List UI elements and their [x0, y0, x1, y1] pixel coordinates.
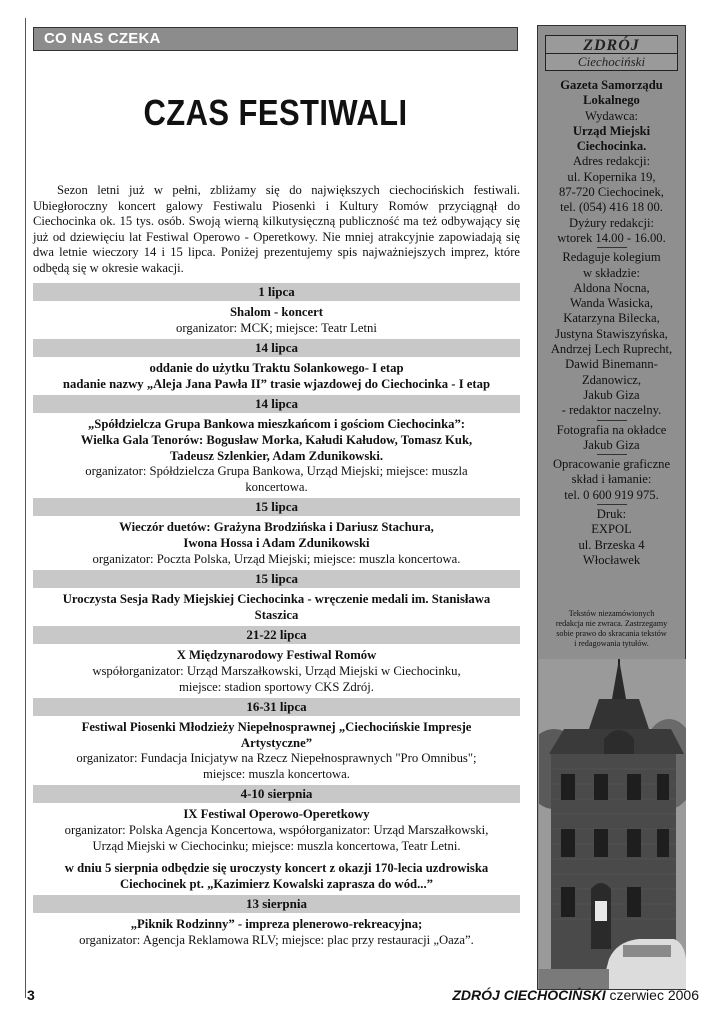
event-organizer: współorganizator: Urząd Marszałkowski, Urząd Miejski w Ciechocinku, miejsce: stadion sportowy CKS Zdrój. — [92, 663, 461, 694]
logo-title: ZDRÓJ — [583, 37, 640, 54]
printer-info: Druk: EXPOL ul. Brzeska 4 Włocławek — [578, 507, 645, 567]
event-title: oddanie do użytku Traktu Solankowego- I etap nadanie nazwy „Aleja Jana Pawła II” trasie wjazdowej do Ciechocinka - I etap — [62, 361, 491, 391]
event-organizer: organizator: Spółdzielcza Grupa Bankowa, Urząd Miejski; miejsce: muszla koncertowa. — [85, 464, 468, 494]
separator — [597, 420, 627, 421]
page-number: 3 — [27, 987, 35, 1003]
event-item — [33, 698, 520, 782]
event-title: „Piknik Rodzinny” - impreza plenerowo-rekreacyjna; — [130, 917, 423, 932]
events-list — [33, 280, 520, 949]
event-organizer: organizator: Polska Agencja Koncertowa, współorganizator: Urząd Marszałkowski, Urząd Miejski w Ciechocinku; miejsce: muszla koncertowa, Teatr Letni. — [64, 823, 489, 853]
graphic-design-credit: Opracowanie graficzne skład i łamanie: tel. 0 600 919 975. — [552, 457, 671, 502]
event-item — [33, 785, 520, 854]
masthead-text — [538, 73, 685, 568]
event-date: 15 lipca — [33, 570, 520, 588]
logo-subtitle: Ciechociński — [546, 53, 677, 70]
event-item — [33, 895, 520, 948]
event-organizer: organizator: Fundacja Inicjatyw na Rzecz Niepełnosprawnych "Pro Omnibus"; miejsce: muszla koncertowa. — [76, 751, 477, 781]
event-title: Shalom - koncert — [229, 305, 324, 319]
publication-name: ZDRÓJ CIECHOCIŃSKI — [452, 987, 606, 1003]
masthead-sidebar — [537, 25, 686, 990]
event-title: Festiwal Piosenki Młodzieży Niepełnosprawnej „Ciechocińskie Impresje Artystyczne” — [81, 720, 472, 750]
event-date: 14 lipca — [33, 339, 520, 357]
separator — [597, 454, 627, 455]
event-item — [33, 626, 520, 695]
event-title: Uroczysta Sesja Rady Miejskiej Ciechocinka - wręczenie medali im. Stanisława Staszica — [62, 592, 491, 622]
cover-photo-credit: Fotografia na okładce Jakub Giza — [556, 422, 667, 452]
event-title: „Spółdzielcza Grupa Bankowa mieszkańcom i gościom Ciechocinka”: Wielka Gala Tenorów: Bogusław Morka, Kałudi Kałudow, Tomasz Kuk, Tadeusz Szlenkier, Adam Zdunikowski. — [80, 417, 473, 463]
event-date: 4-10 sierpnia — [33, 785, 520, 803]
event-date: 21-22 lipca — [33, 626, 520, 644]
separator — [597, 504, 627, 505]
event-item — [33, 498, 520, 567]
separator — [597, 247, 627, 248]
masthead-type: Gazeta Samorządu Lokalnego — [560, 78, 663, 108]
event-item — [33, 283, 520, 336]
event-date: 16-31 lipca — [33, 698, 520, 716]
publisher-name: Urząd Miejski Ciechocinka. — [572, 123, 651, 154]
editorial-team: Redaguje kolegium w składzie: Aldona Nocna, Wanda Wasicka, Katarzyna Bilecka, Justyna Stawiszyńska, Andrzej Lech Ruprecht, Dawid Binemann- Zdanowicz, Jakub Giza - redaktor naczelny. — [550, 250, 673, 418]
event-title: X Międzynarodowy Festiwal Romów — [176, 648, 377, 663]
editorial-disclaimer: Tekstów niezamówionych redakcja nie zwraca. Zastrzegamy sobie prawo do skracania tekstów i redagowania tytułów. — [555, 609, 668, 648]
event-item — [33, 339, 520, 392]
editorial-address: Adres redakcji: ul. Kopernika 19, 87-720 Ciechocinek, tel. (054) 416 18 00. Dyżury redakcji: wtorek 14.00 - 16.00. — [557, 154, 666, 245]
publisher-label: Wydawca: — [584, 108, 639, 123]
event-organizer: organizator: Poczta Polska, Urząd Miejski; miejsce: muszla koncertowa. — [92, 551, 461, 566]
event-date: 14 lipca — [33, 395, 520, 413]
section-tag — [33, 27, 518, 51]
event-organizer: organizator: MCK; miejsce: Teatr Letni — [176, 320, 377, 335]
event-title: IX Festiwal Operowo-Operetkowy — [183, 807, 370, 822]
event-organizer: organizator: Agencja Reklamowa RLV; miejsce: plac przy restauracji „Oaza”. — [79, 933, 474, 948]
issue-date: czerwiec 2006 — [609, 987, 699, 1003]
anniversary-note: w dniu 5 sierpnia odbędzie się uroczysty koncert z okazji 170-lecia uzdrowiska Ciechocinek pt. „Kazimierz Kowalski zaprasza do wód...” — [64, 861, 489, 891]
event-item — [33, 395, 520, 495]
article-intro: Sezon letni już w pełni, zbliżamy się do największych ciechocińskich festiwali. Ubiegłoroczny koncert galowy Festiwalu Piosenki i Kultury Romów przyciągnął do Ciechocinka ok. 15 tys. osób. Swoją wierną kilkutysięczną publiczność ma też odbywający się już od dziewięciu lat Festiwal Operowo - Operetkowy. Nie mniej atrakcyjnie zapowiadają się dwa letnie wieczory 14 i 15 lipca. Poniżej prezentujemy spis najważniejszych imprez, które odbędą się w okresie wakacji. — [33, 183, 520, 275]
building-photo — [539, 659, 686, 989]
event-date: 1 lipca — [33, 283, 520, 301]
event-title: Wieczór duetów: Grażyna Brodzińska i Dariusz Stachura, Iwona Hossa i Adam Zdunikowski — [119, 520, 434, 550]
event-item — [33, 570, 520, 623]
article-title: CZAS FESTIWALI — [143, 92, 408, 133]
section-tag-label: CO NAS CZEKA — [44, 30, 161, 47]
event-date: 15 lipca — [33, 498, 520, 516]
event-date: 13 sierpnia — [33, 895, 520, 913]
left-rule — [25, 18, 26, 998]
footer-publication — [452, 987, 699, 1003]
masthead-logo — [545, 35, 678, 71]
